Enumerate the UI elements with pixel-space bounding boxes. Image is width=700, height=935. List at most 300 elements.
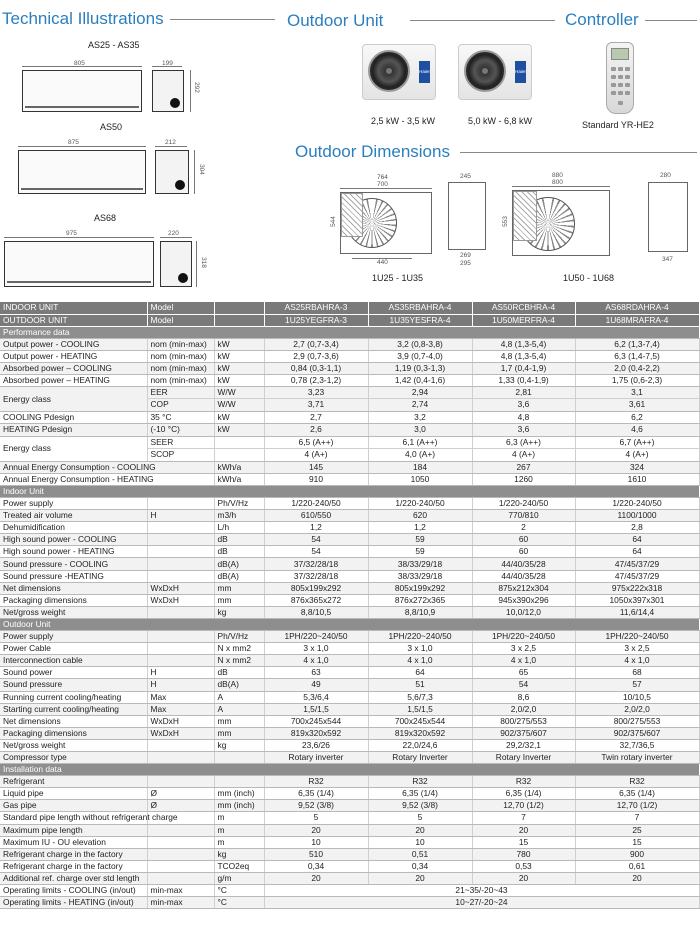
indoor-unit-front-view xyxy=(4,241,154,287)
table-cell: 38/33/29/18 xyxy=(368,558,472,570)
table-cell: Packaging dimensions xyxy=(0,727,147,739)
table-cell: 0,84 (0,3-1,1) xyxy=(264,362,368,374)
table-cell: Sound pressure xyxy=(0,679,147,691)
table-row xyxy=(0,582,699,594)
table-cell: 0,51 xyxy=(368,848,472,860)
table-cell: 4 x 1,0 xyxy=(472,655,575,667)
table-row xyxy=(0,387,699,412)
table-row xyxy=(0,314,699,326)
table-cell: 15 xyxy=(472,836,575,848)
table-cell xyxy=(264,436,368,461)
dimension-depth: 347 xyxy=(662,256,673,263)
table-cell: mm xyxy=(214,594,264,606)
table-cell: mm xyxy=(214,582,264,594)
table-cell: Max xyxy=(147,691,214,703)
table-cell: Indoor Unit xyxy=(0,485,699,497)
table-cell: Output power - COOLING xyxy=(0,338,147,350)
table-cell: 22,0/24,6 xyxy=(368,739,472,751)
fan-icon xyxy=(464,50,506,92)
table-cell xyxy=(147,739,214,751)
dimension-depth: 269 xyxy=(460,252,471,259)
table-cell: 0,53 xyxy=(472,860,575,872)
table-cell: 910 xyxy=(264,473,368,485)
table-subcell: 6,1 (A++) xyxy=(369,437,472,449)
dimension-line xyxy=(190,70,191,112)
table-cell: 800/275/553 xyxy=(575,715,699,727)
table-cell: Absorbed power – HEATING xyxy=(0,375,147,387)
table-cell: Power supply xyxy=(0,631,147,643)
table-cell: kW xyxy=(214,424,264,436)
table-cell: COOLING Pdesign xyxy=(0,412,147,424)
indoor-unit-side-view xyxy=(155,150,189,194)
dimension-height: 553 xyxy=(501,216,509,227)
table-cell: AS25RBAHRA-3 xyxy=(264,302,368,314)
dimension-line xyxy=(18,146,146,147)
heading-divider xyxy=(645,20,697,21)
table-cell: 2,8 xyxy=(575,522,699,534)
table-cell: Starting current cooling/heating xyxy=(0,703,147,715)
table-cell xyxy=(214,776,264,788)
table-cell: dB(A) xyxy=(214,570,264,582)
table-cell: 35 °C xyxy=(147,412,214,424)
dimension-line xyxy=(196,241,197,287)
table-cell xyxy=(147,655,214,667)
table-cell: 0,34 xyxy=(264,860,368,872)
table-cell: R32 xyxy=(575,776,699,788)
table-cell: 1,7 (0,4-1,9) xyxy=(472,362,575,374)
section-header-row xyxy=(0,764,699,776)
table-cell: 876x365x272 xyxy=(264,594,368,606)
table-cell: 1,19 (0,3-1,3) xyxy=(368,362,472,374)
table-row xyxy=(0,424,699,436)
table-cell: 23,6/26 xyxy=(264,739,368,751)
table-subcell: 4 (A+) xyxy=(304,448,328,459)
dimension-height: 304 xyxy=(197,164,205,175)
table-cell: 20 xyxy=(575,872,699,884)
outdoor-unit-caption: 2,5 kW - 3,5 kW xyxy=(371,116,436,126)
table-cell: 700x245x544 xyxy=(264,715,368,727)
specifications-table xyxy=(0,302,700,909)
table-subcell: 4 (A+) xyxy=(625,448,649,459)
table-cell: nom (min-max) xyxy=(147,362,214,374)
table-cell: Standard pipe length without refrigerant charge xyxy=(0,812,147,824)
table-cell xyxy=(147,498,214,510)
table-cell: 4,8 (1,3-5,4) xyxy=(472,350,575,362)
table-cell: Refrigerant xyxy=(0,776,147,788)
table-cell: TCO2eq xyxy=(214,860,264,872)
dimension-depth: 280 xyxy=(660,172,671,179)
table-cell: 10 xyxy=(368,836,472,848)
outdoor-dimension-drawing-front xyxy=(512,190,610,256)
table-cell: HEATING Pdesign xyxy=(0,424,147,436)
controller-title: Controller xyxy=(565,10,639,29)
outdoor-unit-caption: 5,0 kW - 6,8 kW xyxy=(468,116,533,126)
table-subcell: 4,0 (A+) xyxy=(404,448,436,459)
table-cell: nom (min-max) xyxy=(147,375,214,387)
table-cell: 2 xyxy=(472,522,575,534)
table-cell: 2,7 (0,7-3,4) xyxy=(264,338,368,350)
table-cell: 59 xyxy=(368,546,472,558)
table-cell: g/m xyxy=(214,872,264,884)
table-cell: 7 xyxy=(472,812,575,824)
heading-divider xyxy=(460,152,697,153)
table-cell: 6,35 (1/4) xyxy=(368,788,472,800)
table-cell: 610/550 xyxy=(264,510,368,522)
brand-logo: Haier xyxy=(419,61,430,83)
table-cell: 60 xyxy=(472,546,575,558)
table-cell: 876x272x365 xyxy=(368,594,472,606)
table-cell xyxy=(575,436,699,461)
table-cell: 10~27/-20~24 xyxy=(264,897,699,909)
table-cell: min-max xyxy=(147,897,214,909)
table-cell: 902/375/607 xyxy=(472,727,575,739)
table-cell: 5 xyxy=(368,812,472,824)
table-row xyxy=(0,715,699,727)
table-cell: 38/33/29/18 xyxy=(368,570,472,582)
dimension-width: 975 xyxy=(66,230,77,237)
table-cell: 1PH/220~240/50 xyxy=(472,631,575,643)
outdoor-dimension-caption: 1U50 - 1U68 xyxy=(563,273,615,283)
table-row xyxy=(0,338,699,350)
table-cell: 3 x 1,0 xyxy=(368,643,472,655)
table-cell: kWh/a xyxy=(214,473,264,485)
table-cell: 6,35 (1/4) xyxy=(575,788,699,800)
table-cell: 1050x397x301 xyxy=(575,594,699,606)
table-cell xyxy=(147,776,214,788)
table-cell: 1PH/220~240/50 xyxy=(575,631,699,643)
table-cell: mm xyxy=(214,715,264,727)
indoor-unit-side-view xyxy=(160,241,192,287)
indoor-unit-front-view xyxy=(22,70,142,112)
table-cell: 267 xyxy=(472,461,575,473)
dimension-depth: 245 xyxy=(460,173,471,180)
table-cell: 6,2 (1,3-7,4) xyxy=(575,338,699,350)
table-cell xyxy=(472,387,575,412)
table-cell xyxy=(214,314,264,326)
table-cell: 145 xyxy=(264,461,368,473)
table-cell: Annual Energy Consumption - COOLING xyxy=(0,461,214,473)
table-cell: 54 xyxy=(472,679,575,691)
table-cell xyxy=(147,872,214,884)
brand-logo: Haier xyxy=(515,61,526,83)
table-cell: High sound power - HEATING xyxy=(0,546,147,558)
table-subcell: 2,94 xyxy=(369,387,472,399)
table-cell: WxDxH xyxy=(147,594,214,606)
table-cell: Operating limits - COOLING (in/out) xyxy=(0,885,147,897)
table-cell: 11,6/14,4 xyxy=(575,606,699,618)
table-row xyxy=(0,751,699,763)
table-cell: 1U50MERFRA-4 xyxy=(472,314,575,326)
table-cell: 51 xyxy=(368,679,472,691)
table-cell: 1/220-240/50 xyxy=(368,498,472,510)
dimension-width: 880 xyxy=(552,172,563,179)
table-cell: AS68RDAHRA-4 xyxy=(575,302,699,314)
table-cell: 1U35YESFRA-4 xyxy=(368,314,472,326)
dimension-line xyxy=(155,146,187,147)
table-cell: 4 x 1,0 xyxy=(264,655,368,667)
table-cell: 64 xyxy=(368,667,472,679)
table-cell: H xyxy=(147,667,214,679)
table-row xyxy=(0,643,699,655)
table-cell: 20 xyxy=(472,872,575,884)
table-cell: 64 xyxy=(575,546,699,558)
table-cell: 900 xyxy=(575,848,699,860)
table-cell: Sound power xyxy=(0,667,147,679)
table-cell: 2,0/2,0 xyxy=(575,703,699,715)
table-cell: 5 xyxy=(264,812,368,824)
table-cell: R32 xyxy=(472,776,575,788)
table-subcell: W/W xyxy=(215,387,264,399)
table-cell xyxy=(147,836,214,848)
table-cell xyxy=(472,436,575,461)
table-cell: 37/32/28/18 xyxy=(264,570,368,582)
table-cell: 1,5/1,5 xyxy=(264,703,368,715)
table-subcell: 2,81 xyxy=(473,387,575,399)
table-cell: R32 xyxy=(264,776,368,788)
dimension-width: 805 xyxy=(74,60,85,67)
outdoor-dimension-drawing-side xyxy=(648,182,688,252)
table-cell: mm (inch) xyxy=(214,788,264,800)
indoor-drawing-label: AS25 - AS35 xyxy=(88,40,140,50)
table-row xyxy=(0,436,699,461)
controller-caption: Standard YR-HE2 xyxy=(582,120,654,130)
table-cell: Operating limits - HEATING (in/out) xyxy=(0,897,147,909)
table-cell: Outdoor Unit xyxy=(0,618,699,630)
table-row xyxy=(0,375,699,387)
table-cell: 64 xyxy=(575,534,699,546)
table-cell: kW xyxy=(214,412,264,424)
table-subcell xyxy=(215,437,264,449)
table-cell xyxy=(147,860,214,872)
table-subcell: COP xyxy=(150,399,169,410)
table-cell: 47/45/37/29 xyxy=(575,570,699,582)
table-subcell xyxy=(215,449,264,461)
table-cell: Power supply xyxy=(0,498,147,510)
table-cell: 3,2 (0,8-3,8) xyxy=(368,338,472,350)
table-cell: kW xyxy=(214,362,264,374)
table-cell: Sound pressure -HEATING xyxy=(0,570,147,582)
table-cell: 37/32/28/18 xyxy=(264,558,368,570)
table-cell: 10/10,5 xyxy=(575,691,699,703)
table-cell xyxy=(147,522,214,534)
table-row xyxy=(0,558,699,570)
table-cell: Interconnection cable xyxy=(0,655,147,667)
table-subcell: 3,61 xyxy=(628,399,646,410)
outdoor-unit-title: Outdoor Unit xyxy=(287,11,384,30)
table-row xyxy=(0,362,699,374)
table-cell: 10,0/12,0 xyxy=(472,606,575,618)
table-row xyxy=(0,860,699,872)
table-cell: 324 xyxy=(575,461,699,473)
table-row xyxy=(0,350,699,362)
table-cell: 0,78 (2,3-1,2) xyxy=(264,375,368,387)
table-row xyxy=(0,812,699,824)
table-cell: WxDxH xyxy=(147,582,214,594)
table-cell xyxy=(147,848,214,860)
table-cell: Installation data xyxy=(0,764,699,776)
table-cell: 20 xyxy=(264,824,368,836)
table-cell: dB xyxy=(214,534,264,546)
dimension-height: 318 xyxy=(199,257,207,268)
table-cell: 3,0 xyxy=(368,424,472,436)
table-cell: Energy class xyxy=(0,387,147,412)
table-cell: 184 xyxy=(368,461,472,473)
table-cell: A xyxy=(214,691,264,703)
table-cell: 902/375/607 xyxy=(575,727,699,739)
table-cell: Max xyxy=(147,703,214,715)
table-cell: 49 xyxy=(264,679,368,691)
table-cell: 1,33 (0,4-1,9) xyxy=(472,375,575,387)
table-cell: 6,2 xyxy=(575,412,699,424)
dimension-line xyxy=(512,186,610,187)
table-cell xyxy=(147,643,214,655)
table-cell: Rotary Inverter xyxy=(472,751,575,763)
table-cell: kW xyxy=(214,350,264,362)
table-cell: 3 x 2,5 xyxy=(575,643,699,655)
table-cell: m3/h xyxy=(214,510,264,522)
dimension-width: 800 xyxy=(552,179,563,186)
table-cell: Ø xyxy=(147,800,214,812)
table-cell: 1PH/220~240/50 xyxy=(368,631,472,643)
table-cell: 3,6 xyxy=(472,424,575,436)
table-cell: 8,8/10,5 xyxy=(264,606,368,618)
table-cell: 5,6/7,3 xyxy=(368,691,472,703)
dimension-width: 875 xyxy=(68,139,79,146)
table-cell: 32,7/36,5 xyxy=(575,739,699,751)
table-cell: 2,9 (0,7-3,6) xyxy=(264,350,368,362)
table-subcell: 4 (A+) xyxy=(511,448,536,459)
table-cell xyxy=(147,606,214,618)
table-cell: 59 xyxy=(368,534,472,546)
table-cell: 770/810 xyxy=(472,510,575,522)
table-cell: dB(A) xyxy=(214,679,264,691)
table-subcell: 3,23 xyxy=(265,387,368,399)
table-cell: Treated air volume xyxy=(0,510,147,522)
table-cell: 9,52 (3/8) xyxy=(368,800,472,812)
table-cell: 20 xyxy=(264,872,368,884)
table-cell: 1/220-240/50 xyxy=(472,498,575,510)
table-cell: 20 xyxy=(368,824,472,836)
table-cell: WxDxH xyxy=(147,715,214,727)
table-cell: 7 xyxy=(575,812,699,824)
table-cell: Net/gross weight xyxy=(0,739,147,751)
table-cell: 1,75 (0,6-2,3) xyxy=(575,375,699,387)
table-row xyxy=(0,302,699,314)
table-cell: Twin rotary inverter xyxy=(575,751,699,763)
table-cell: 4 x 1,0 xyxy=(368,655,472,667)
table-cell: 20 xyxy=(368,872,472,884)
dimension-height: 292 xyxy=(192,82,200,93)
table-cell: Maximum pipe length xyxy=(0,824,147,836)
table-cell: Ph/V/Hz xyxy=(214,498,264,510)
table-cell: 4 x 1,0 xyxy=(575,655,699,667)
table-cell: 21~35/-20~43 xyxy=(264,885,699,897)
table-cell xyxy=(368,436,472,461)
table-cell xyxy=(214,387,264,412)
outdoor-unit-image xyxy=(458,44,532,100)
table-subcell: 6,5 (A++) xyxy=(265,437,368,449)
table-cell: 3 x 1,0 xyxy=(264,643,368,655)
table-row xyxy=(0,473,699,485)
dimension-width: 764 xyxy=(377,174,388,181)
table-cell: 2,0 (0,4-2,2) xyxy=(575,362,699,374)
table-cell: 12,70 (1/2) xyxy=(575,800,699,812)
table-cell: Compressor type xyxy=(0,751,147,763)
table-cell: 1610 xyxy=(575,473,699,485)
table-cell: 4,8 xyxy=(472,412,575,424)
dimension-line xyxy=(160,237,192,238)
table-cell: Rotary Inverter xyxy=(368,751,472,763)
dimension-width: 700 xyxy=(377,181,388,188)
table-cell: 4,6 xyxy=(575,424,699,436)
table-row xyxy=(0,631,699,643)
table-cell: Ph/V/Hz xyxy=(214,631,264,643)
table-cell: 6,35 (1/4) xyxy=(472,788,575,800)
table-cell: 1U25YEGFRA-3 xyxy=(264,314,368,326)
table-cell: 68 xyxy=(575,667,699,679)
table-subcell: 3,6 xyxy=(517,399,530,410)
outdoor-dimension-drawing-side xyxy=(448,182,486,250)
table-cell: H xyxy=(147,679,214,691)
table-cell: 1,42 (0,4-1,6) xyxy=(368,375,472,387)
table-cell: 805x199x292 xyxy=(368,582,472,594)
table-cell: 20 xyxy=(472,824,575,836)
table-cell: INDOOR UNIT xyxy=(0,302,147,314)
dimension-depth: 199 xyxy=(162,60,173,67)
table-row xyxy=(0,667,699,679)
table-cell: °C xyxy=(214,885,264,897)
table-cell xyxy=(147,570,214,582)
table-cell: 10 xyxy=(264,836,368,848)
heading-divider xyxy=(410,20,555,21)
table-row xyxy=(0,703,699,715)
table-cell: nom (min-max) xyxy=(147,350,214,362)
table-cell: Absorbed power – COOLING xyxy=(0,362,147,374)
table-cell: 2,0/2,0 xyxy=(472,703,575,715)
table-cell: 15 xyxy=(575,836,699,848)
table-cell: High sound power - COOLING xyxy=(0,534,147,546)
table-cell: 63 xyxy=(264,667,368,679)
table-cell: m xyxy=(214,836,264,848)
table-cell: 3,9 (0,7-4,0) xyxy=(368,350,472,362)
table-row xyxy=(0,594,699,606)
table-subcell: 6,3 (A++) xyxy=(473,437,575,449)
table-cell: Net dimensions xyxy=(0,715,147,727)
table-subcell: 2,74 xyxy=(411,399,429,410)
table-cell xyxy=(147,387,214,412)
table-row xyxy=(0,655,699,667)
table-cell: 2,7 xyxy=(264,412,368,424)
table-cell: 4,8 (1,3-5,4) xyxy=(472,338,575,350)
table-cell: 6,3 (1,4-7,5) xyxy=(575,350,699,362)
table-subcell: SEER xyxy=(148,437,214,449)
table-cell: Net/gross weight xyxy=(0,606,147,618)
table-cell xyxy=(147,534,214,546)
table-cell xyxy=(147,631,214,643)
table-row xyxy=(0,897,699,909)
table-cell xyxy=(147,558,214,570)
table-cell: 0,34 xyxy=(368,860,472,872)
dimension-depth: 212 xyxy=(165,139,176,146)
table-cell: 819x320x592 xyxy=(264,727,368,739)
table-cell: nom (min-max) xyxy=(147,338,214,350)
table-cell xyxy=(214,751,264,763)
table-cell: Performance data xyxy=(0,326,699,338)
table-cell: °C xyxy=(214,897,264,909)
table-cell: Rotary inverter xyxy=(264,751,368,763)
table-cell: Model xyxy=(147,302,214,314)
table-row xyxy=(0,788,699,800)
